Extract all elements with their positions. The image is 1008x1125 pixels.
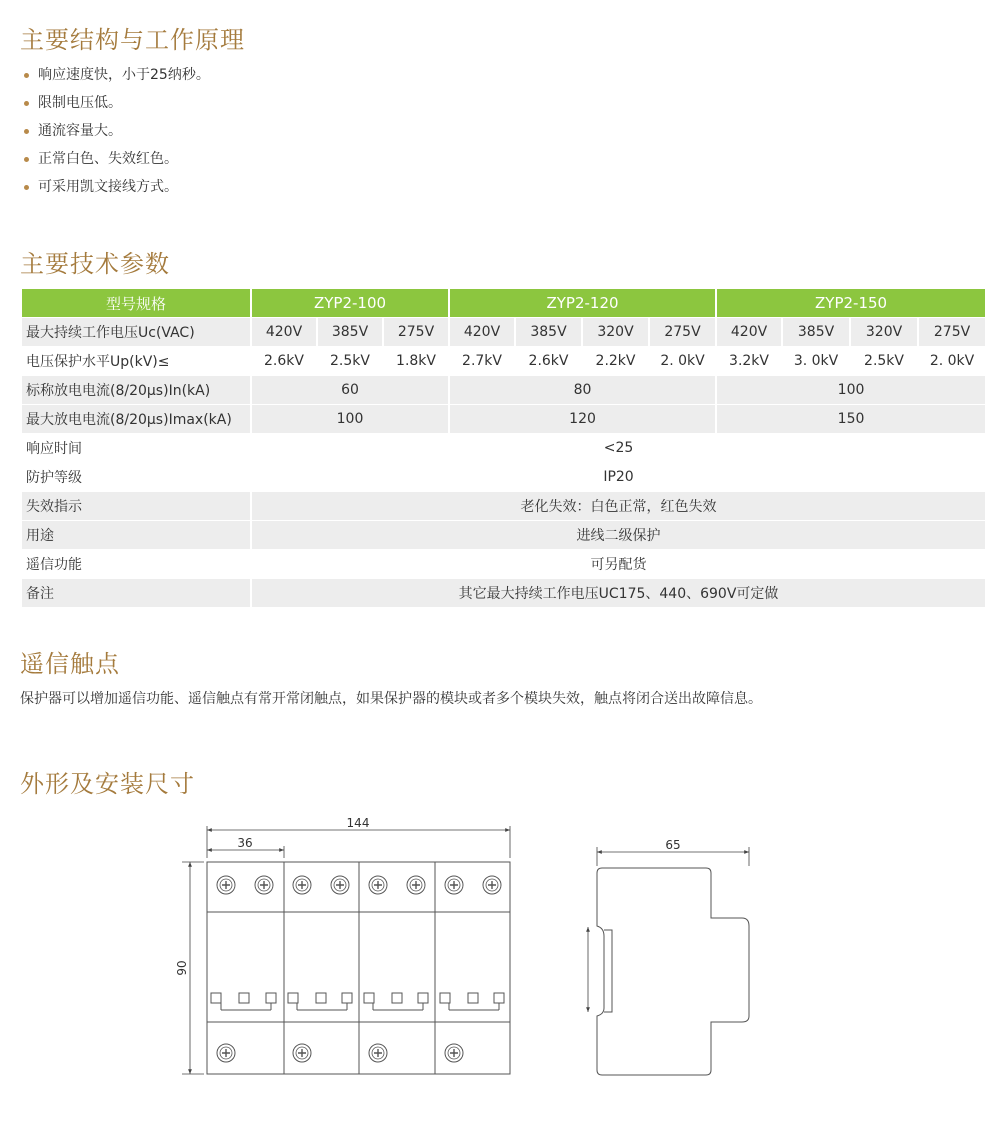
params-title: 主要技术参数 bbox=[20, 250, 170, 278]
feature-item: 正常白色、失效红色。 bbox=[22, 148, 210, 176]
cell: 1.8kV bbox=[383, 347, 449, 376]
table-row bbox=[21, 434, 985, 463]
depth-label: 65 bbox=[665, 838, 681, 852]
table-row bbox=[21, 405, 985, 434]
structure-title: 主要结构与工作原理 bbox=[20, 26, 245, 54]
cell: 385V bbox=[515, 318, 582, 347]
table-header-row bbox=[21, 289, 985, 318]
side-view bbox=[597, 868, 749, 1075]
row-label: 响应时间 bbox=[21, 434, 251, 463]
cell: 2. 0kV bbox=[649, 347, 716, 376]
cell: 进线二级保护 bbox=[251, 521, 985, 550]
cell: 其它最大持续工作电压UC175、440、690V可定做 bbox=[251, 579, 985, 608]
header-cell: ZYP2-120 bbox=[449, 289, 716, 318]
cell: 320V bbox=[850, 318, 918, 347]
cell: <25 bbox=[251, 434, 985, 463]
cell: 100 bbox=[251, 405, 449, 434]
table-row bbox=[21, 550, 985, 579]
terminal-blocks bbox=[211, 993, 504, 1003]
feature-list bbox=[22, 64, 210, 204]
cell: 2.5kV bbox=[850, 347, 918, 376]
cell: 2.6kV bbox=[515, 347, 582, 376]
cell: 275V bbox=[918, 318, 985, 347]
cell: 60 bbox=[251, 376, 449, 405]
dimension-lines bbox=[182, 826, 749, 1074]
dimensions-title: 外形及安装尺寸 bbox=[20, 770, 195, 798]
front-view bbox=[207, 862, 510, 1074]
feature-item: 可采用凯文接线方式。 bbox=[22, 176, 210, 204]
row-label: 标称放电电流(8/20μs)In(kA) bbox=[21, 376, 251, 405]
table-row bbox=[21, 521, 985, 550]
table-row bbox=[21, 579, 985, 608]
cell: 420V bbox=[449, 318, 515, 347]
row-label: 电压保护水平Up(kV)≤ bbox=[21, 347, 251, 376]
cell: 385V bbox=[782, 318, 850, 347]
cell: 2.7kV bbox=[449, 347, 515, 376]
height-label: 90 bbox=[175, 960, 189, 976]
row-label: 最大放电电流(8/20μs)Imax(kA) bbox=[21, 405, 251, 434]
cell: 老化失效：白色正常，红色失效 bbox=[251, 492, 985, 521]
row-label: 最大持续工作电压Uc(VAC) bbox=[21, 318, 251, 347]
feature-item: 响应速度快，小于25纳秒。 bbox=[22, 64, 210, 92]
header-cell: ZYP2-100 bbox=[251, 289, 449, 318]
cell: 2.6kV bbox=[251, 347, 317, 376]
cell: 2.2kV bbox=[582, 347, 649, 376]
cell: 420V bbox=[251, 318, 317, 347]
cell: 420V bbox=[716, 318, 782, 347]
cell: 120 bbox=[449, 405, 716, 434]
feature-item: 限制电压低。 bbox=[22, 92, 210, 120]
remote-title: 遥信触点 bbox=[20, 650, 120, 678]
header-cell: ZYP2-150 bbox=[716, 289, 985, 318]
cell: IP20 bbox=[251, 463, 985, 492]
cell: 80 bbox=[449, 376, 716, 405]
table-row bbox=[21, 492, 985, 521]
cell: 可另配货 bbox=[251, 550, 985, 579]
cell: 275V bbox=[383, 318, 449, 347]
table-row bbox=[21, 318, 985, 347]
row-label: 用途 bbox=[21, 521, 251, 550]
cell: 3. 0kV bbox=[782, 347, 850, 376]
row-label: 备注 bbox=[21, 579, 251, 608]
width-total-label: 144 bbox=[346, 816, 370, 830]
cell: 275V bbox=[649, 318, 716, 347]
feature-item: 通流容量大。 bbox=[22, 120, 210, 148]
bottom-screws bbox=[217, 1044, 463, 1062]
table-row bbox=[21, 463, 985, 492]
row-label: 失效指示 bbox=[21, 492, 251, 521]
cell: 2. 0kV bbox=[918, 347, 985, 376]
cell: 320V bbox=[582, 318, 649, 347]
row-label: 遥信功能 bbox=[21, 550, 251, 579]
row-label: 防护等级 bbox=[21, 463, 251, 492]
table-row bbox=[21, 376, 985, 405]
width-module-label: 36 bbox=[237, 836, 253, 850]
spec-table bbox=[20, 289, 985, 607]
cell: 100 bbox=[716, 376, 985, 405]
header-cell: 型号规格 bbox=[21, 289, 251, 318]
dimension-drawing bbox=[0, 800, 1008, 1125]
cell: 3.2kV bbox=[716, 347, 782, 376]
remote-description: 保护器可以增加遥信功能、遥信触点有常开常闭触点，如果保护器的模块或者多个模块失效，触点将闭合送出故障信息。 bbox=[20, 691, 762, 707]
table-row bbox=[21, 347, 985, 376]
cell: 150 bbox=[716, 405, 985, 434]
cell: 385V bbox=[317, 318, 383, 347]
cell: 2.5kV bbox=[317, 347, 383, 376]
